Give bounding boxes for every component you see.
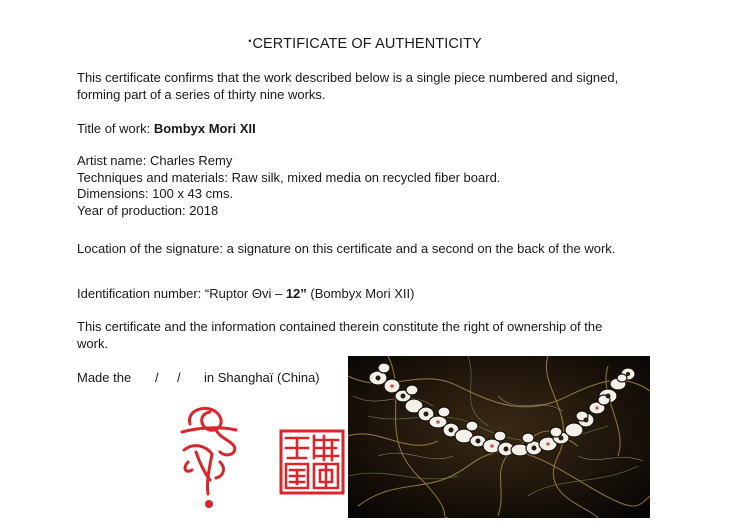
- made-date-slash-2: /: [177, 370, 181, 385]
- artist-name-line: Artist name: Charles Remy: [77, 153, 233, 168]
- made-date-slash-1: /: [155, 370, 159, 385]
- title-of-work-value: Bombyx Mori XII: [153, 121, 256, 136]
- identification-prefix: Identification number: “Ruptor Θvi –: [77, 286, 286, 301]
- year-line: Year of production: 2018: [77, 203, 219, 218]
- dimensions-line: Dimensions: 100 x 43 cms.: [77, 186, 234, 201]
- title-of-work-label: Title of work:: [77, 121, 154, 136]
- made-place: in Shanghaï (China): [204, 370, 320, 385]
- identification-suffix: (Bombyx Mori XII): [306, 286, 415, 301]
- artwork-illustration: [348, 356, 650, 518]
- made-line: [77, 369, 320, 386]
- red-signature-icon: [176, 402, 246, 512]
- certificate-title: [0, 36, 730, 52]
- ownership-paragraph: This certificate and the information contained therein constitute the right of ownership of the work.: [77, 319, 603, 351]
- made-prefix: Made the: [77, 370, 132, 385]
- identification-line: [77, 285, 657, 302]
- red-seal-stamp-icon: [278, 428, 346, 496]
- identification-number: 12”: [285, 286, 307, 301]
- title-of-work-line: [77, 120, 657, 137]
- techniques-line: Techniques and materials: Raw silk, mixed media on recycled fiber board.: [77, 170, 501, 185]
- intro-paragraph: This certificate confirms that the work described below is a single piece numbered and signed, forming part of a series of thirty nine works.: [77, 70, 619, 102]
- signature-location-line: Location of the signature: a signature on this certificate and a second on the back of the work.: [77, 241, 616, 256]
- certificate-title-text: CERTIFICATE OF AUTHENTICITY: [252, 36, 482, 52]
- title-bullet-mark: •: [248, 36, 252, 46]
- artwork-photo: [348, 356, 650, 518]
